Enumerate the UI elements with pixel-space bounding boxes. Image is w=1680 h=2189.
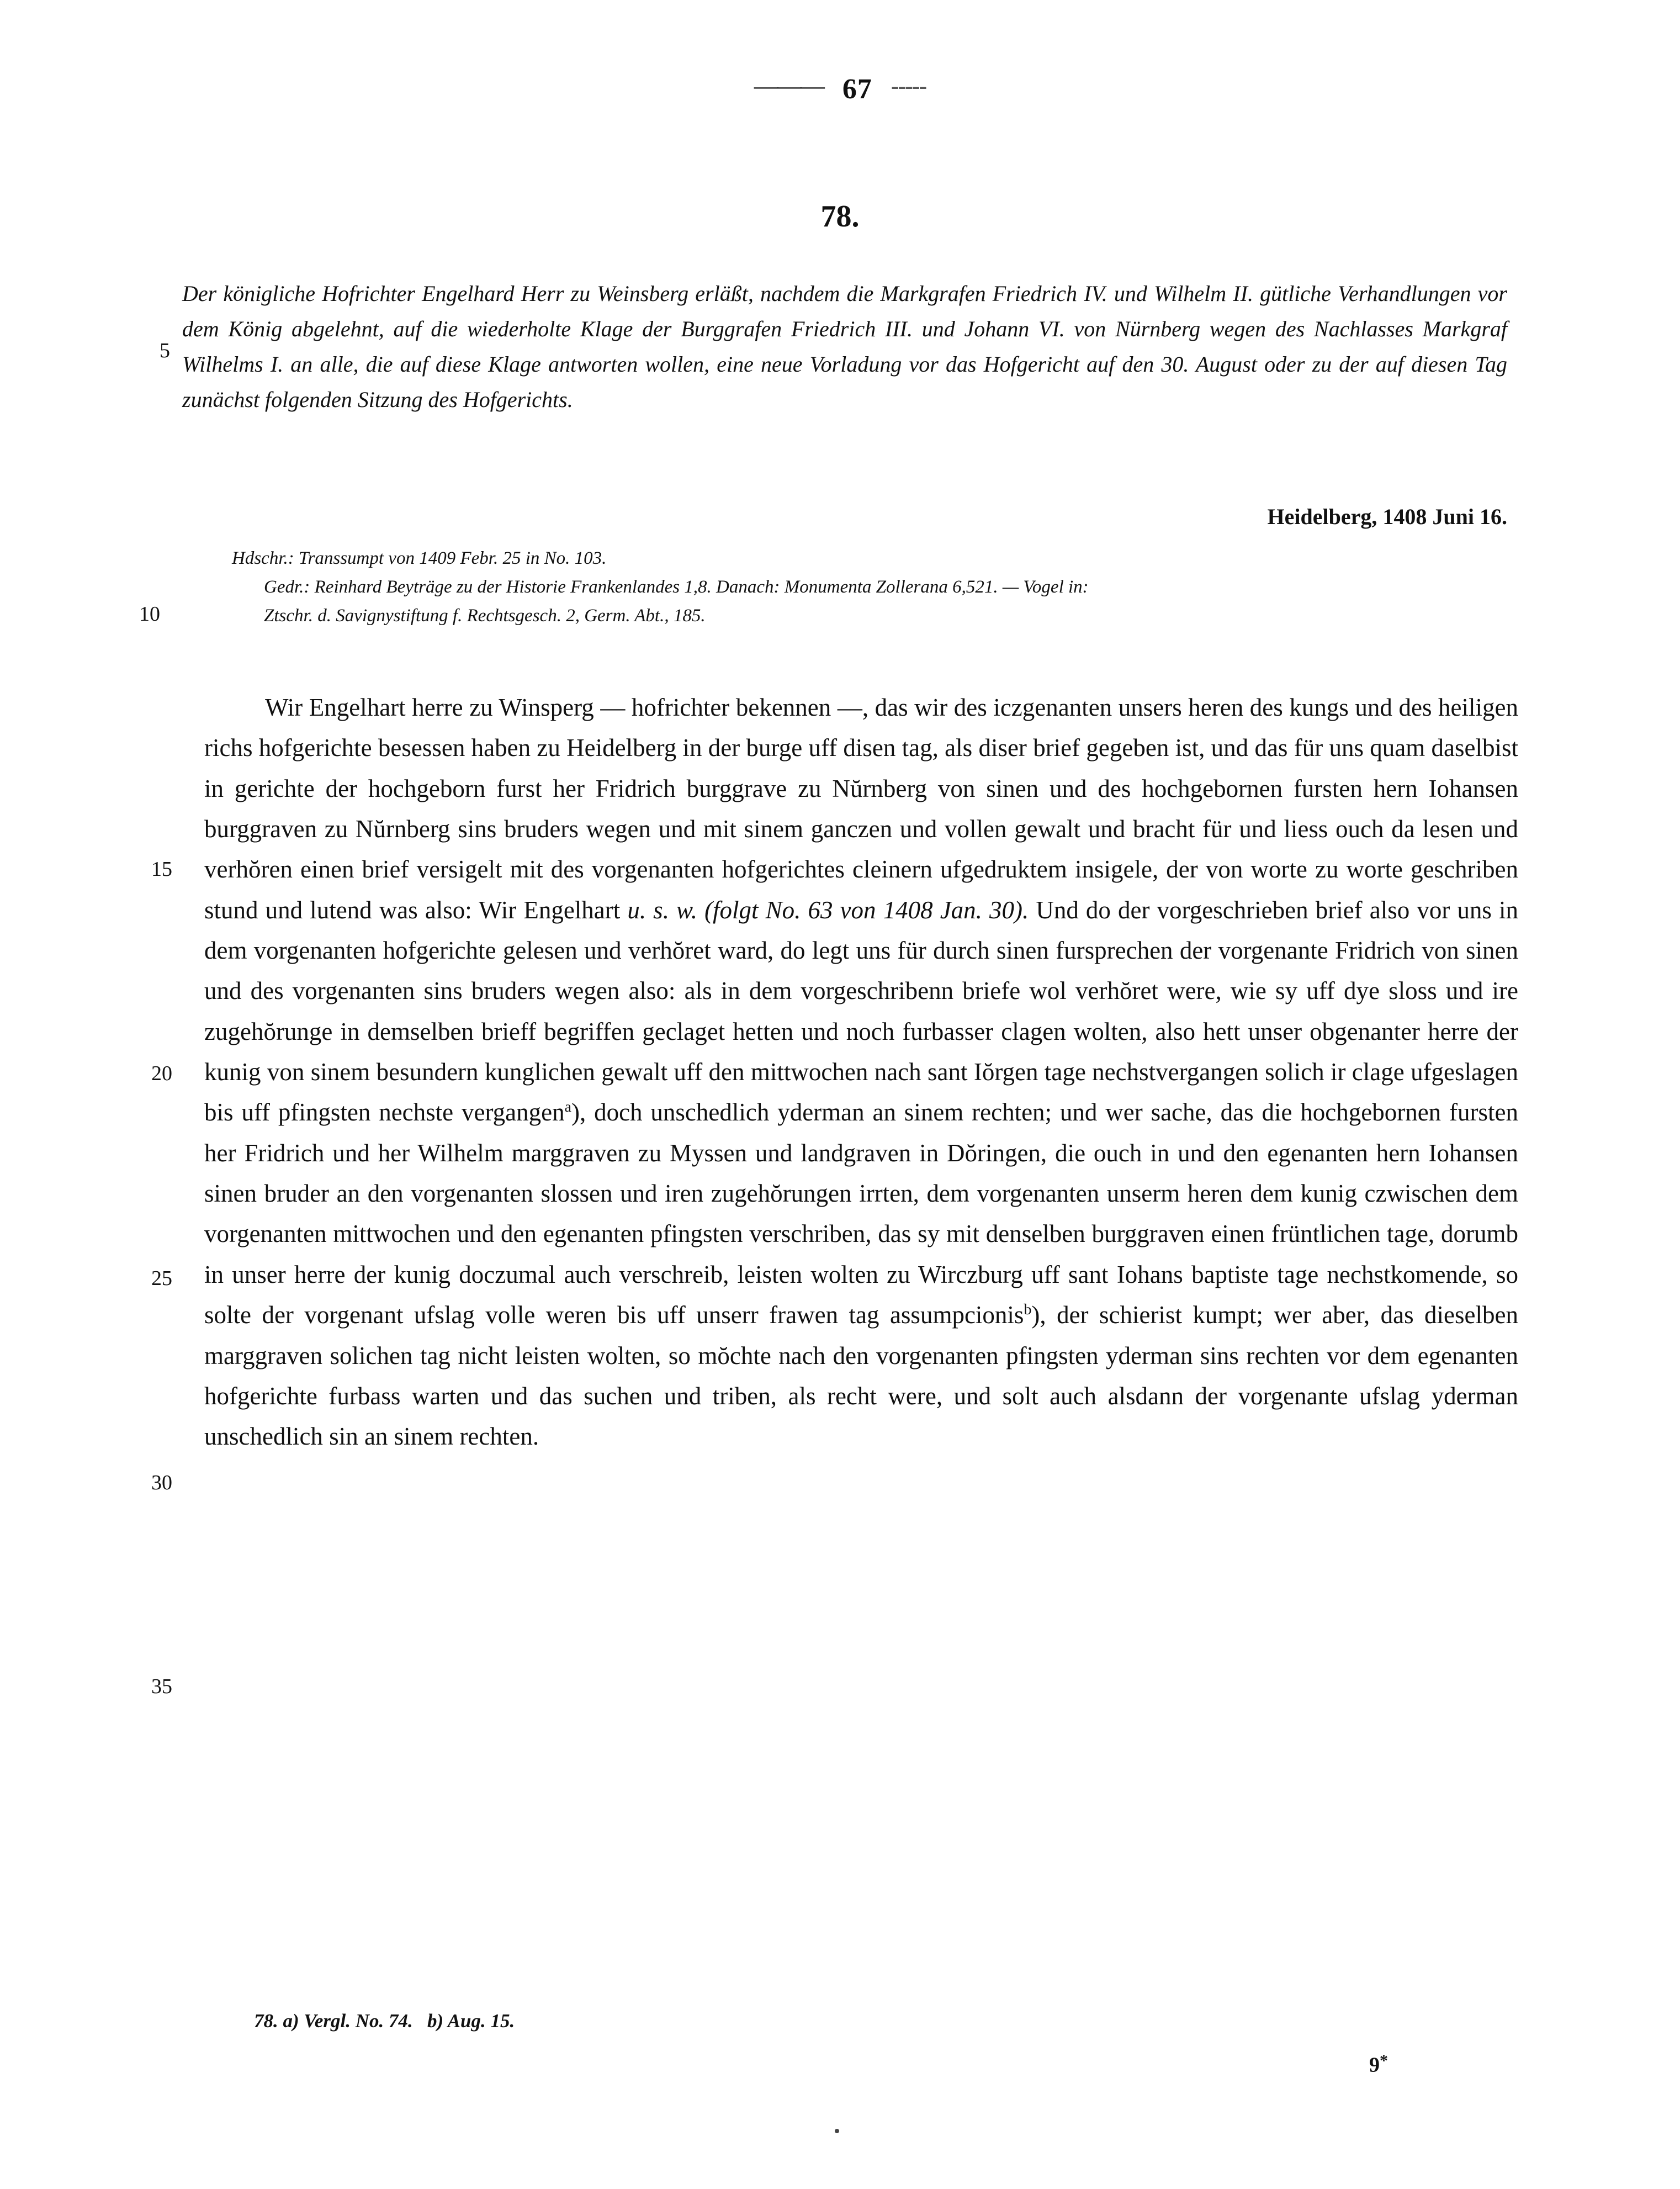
document-number: 78. (820, 199, 860, 234)
rule-left: ——— (754, 72, 824, 99)
regest-text: Der königliche Hofrichter Engelhard Herr zu Weinsberg erläßt, nachdem die Markgrafen Friedrich IV. und Wilhelm II. gütliche Verhandlungen vor dem König abgelehnt, auf die wiederholte Klage der Burggrafen Friedrich III. und Johann VI. von Nürnberg wegen des Nachlasses Markgraf Wilhelms I. an alle, die auf diese Klage antworten wollen, eine neue Vorladung vor das Hofgericht auf den 30. August oder zu der auf diesen Tag zunächst folgenden Sitzung des Hofgerichts. (182, 281, 1507, 412)
dateline: Heidelberg, 1408 Juni 16. (1267, 504, 1507, 529)
body-part-3: ), doch unschedlich yderman an sinem rechten; und wer sache, das die hochgebornen fursten her Fridrich und her Wilhelm marggraven zu Myssen und landgraven in Dŏringen, die ouch in und den egenanten hern Iohansen sinen bruder an den vorgenanten slossen und iren zugehŏrungen irrten, dem vorgenanten unserm heren dem kunig czwischen dem vorgenanten mittwochen und den egenanten pfingsten verschriben, das sy mit denselben burggraven einen früntlichen tage, dorumb in unser herre der kunig doczumal auch verschreib, leisten wolten zu Wirczburg uff sant Iohans baptiste tage nechstkomende, so solte der vorgenant ufslag volle weren bis uff unserr frawen tag assumpcionis (204, 1098, 1518, 1329)
body-part-4: ), der schierist kumpt; wer aber, das dieselben marggraven solichen tag nicht leisten wolten, so mŏchte nach den vorgenanten pfingsten yderman sins rechten vor dem egenanten hofgerichte furbass warten und das suchen und triben, als recht were, und solt auch alsdann der vorgenante ufslag yderman unschedlich sin an sinem rechten. (204, 1301, 1518, 1451)
line-number: 30 (151, 1471, 172, 1494)
body-part-1: Wir Engelhart herre zu Winsperg — hofrichter bekennen —, das wir des iczgenanten unsers heren des kungs und des heiligen richs hofgerichte besessen haben zu Heidelberg in der burge uff disen tag, als diser brief gegeben ist, und das für uns quam daselbist in gerichte der hochgeborn furst her Fridrich burggrave zu Nŭrnberg von sinen und des hochgebornen fursten hern Iohansen burggraven zu Nŭrnberg sins bruders wegen und mit sinem ganczen und vollen gewalt und bracht für und liess ouch da lesen und verhŏren einen brief versigelt mit des vorgenanten hofgerichtes cleinern ufgedruktem insigele, der von worte zu worte geschriben stund und lutend was also: Wir Engelhart (204, 694, 1518, 924)
footnote-doc-number: 78. (254, 2010, 278, 2032)
line-number: 5 (160, 339, 170, 362)
signature-number: 9 (1369, 2053, 1380, 2077)
regest-summary (182, 276, 1507, 417)
apparatus-line-1: Hdschr.: Transsumpt von 1409 Febr. 25 in No. 103. (232, 548, 607, 568)
page-number: 67 (842, 73, 872, 105)
line-number: 15 (151, 858, 172, 881)
body-italic-1: u. s. w. (folgt (627, 896, 759, 924)
page-footer-dot (835, 2129, 839, 2133)
footnote-b: b) Aug. 15. (427, 2010, 515, 2032)
document-body (204, 688, 1518, 1457)
signature-asterisk: * (1380, 2051, 1388, 2070)
footnote-marker-b: b (1024, 1301, 1032, 1319)
line-number: 35 (151, 1675, 172, 1698)
footnote-a: a) Vergl. No. 74. (283, 2010, 413, 2032)
footnote-marker-a: a (564, 1098, 571, 1116)
apparatus-line-2: Gedr.: Reinhard Beyträge zu der Historie Frankenlandes 1,8. Danach: Monumenta Zollerana 6,521. — Vogel in: (264, 577, 1089, 598)
body-paragraph (204, 688, 1518, 1457)
body-part-2: Und do der vorgeschrieben brief also vor uns in dem vorgenanten hofgerichte gelesen und verhŏret ward, do legt uns für durch sinen fursprechen der vorgenante Fridrich von sinen und des vorgenanten sins bruders wegen also: als in dem vorgeschribenn briefe wol verhŏret were, wie sy uff dye sloss und ire zugehŏrunge in demselben brieff begriffen geclaget hetten und noch furbasser clagen wolten, also hett unser obgenanter herre der kunig von sinem besundern kunglichen gewalt uff den mittwochen nach sant Iŏrgen tage nechstvergangen solich ir clage ufgeslagen bis uff pfingsten nechste vergangen (204, 896, 1518, 1127)
line-number: 10 (139, 602, 160, 626)
body-italic-2: No. 63 von 1408 Jan. 30). (765, 896, 1029, 924)
apparatus-line-3: Ztschr. d. Savignystiftung f. Rechtsgesch. 2, Germ. Abt., 185. (264, 606, 706, 626)
running-head (0, 72, 1680, 105)
rule-right: ----- (891, 72, 926, 99)
line-number: 20 (151, 1062, 172, 1085)
line-number: 25 (151, 1267, 172, 1290)
signature-mark (1369, 2051, 1388, 2077)
source-apparatus (232, 544, 1507, 630)
footnotes (254, 2010, 515, 2032)
